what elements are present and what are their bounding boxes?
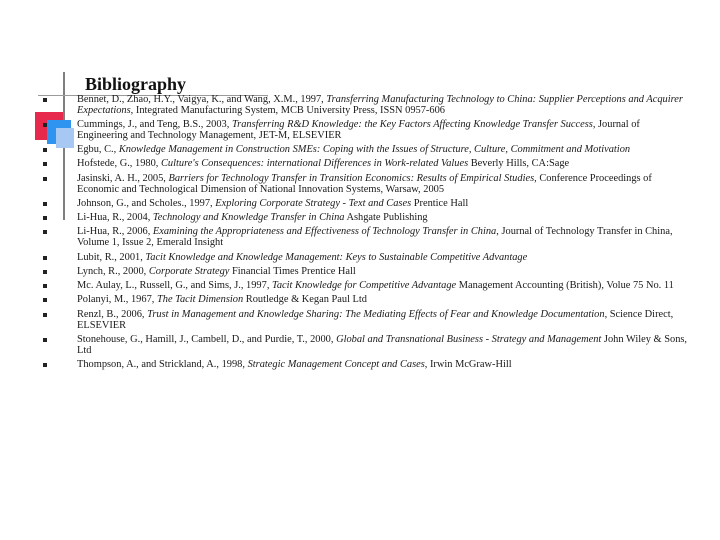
reference-source: , Science Direct, ELSEVIER	[77, 308, 674, 331]
reference-authors: Li-Hua, R., 2004,	[77, 212, 153, 224]
reference-item	[40, 174, 690, 196]
square-bullet-icon	[43, 270, 47, 274]
reference-title: Culture's Consequences: international Differences in Work-related Values	[160, 158, 469, 170]
reference-item	[40, 295, 690, 306]
reference-authors: Thompson, A., and Strickland, A., 1998,	[77, 358, 248, 370]
reference-item	[40, 360, 690, 371]
reference-item	[40, 227, 690, 249]
reference-item	[40, 199, 690, 210]
reference-authors: Lubit, R., 2001,	[77, 251, 146, 263]
reference-source: Prentice Hall	[411, 197, 469, 209]
reference-authors: Lynch, R., 2000,	[77, 265, 149, 277]
reference-authors: Hofstede, G., 1980,	[77, 158, 161, 170]
reference-item	[40, 267, 690, 278]
reference-source: , Journal of Technology Transfer in China, Volume 1, Issue 2, Emerald Insight	[77, 226, 673, 249]
reference-source: Ashgate Publishing	[344, 212, 428, 224]
reference-item	[40, 159, 690, 170]
reference-title: Examining the Appropriateness and Effectiveness of Technology Transfer in China	[152, 226, 497, 238]
reference-authors: Cummings, J., and Teng, B.S., 2003,	[77, 119, 232, 131]
square-bullet-icon	[43, 162, 47, 166]
reference-source: Routledge & Kegan Paul Ltd	[243, 294, 367, 306]
square-bullet-icon	[43, 256, 47, 260]
square-bullet-icon	[43, 298, 47, 302]
reference-title: Tacit Knowledge and Knowledge Management: Keys to Sustainable Competitive Advantage	[145, 251, 528, 263]
reference-source: , Integrated Manufacturing System, MCB University Press, ISSN 0957-606	[130, 104, 445, 116]
reference-item	[40, 145, 690, 156]
reference-source: Financial Times Prentice Hall	[229, 265, 356, 277]
reference-source: , Journal of Engineering and Technology Management, JET-M, ELSEVIER	[77, 119, 640, 141]
reference-title: Transferring R&D Knowledge: the Key Factors Affecting Knowledge Transfer Success	[231, 119, 593, 131]
reference-authors: Li-Hua, R., 2006,	[77, 226, 153, 238]
square-bullet-icon	[43, 363, 47, 367]
bibliography-list	[40, 95, 690, 374]
reference-title: Barriers for Technology Transfer in Transition Economics: Results of Empirical Studies,	[168, 172, 537, 184]
reference-title: Trust in Management and Knowledge Sharing: The Mediating Effects of Fear and Knowledge Documentation	[147, 308, 605, 320]
reference-title: The Tacit Dimension	[156, 294, 244, 306]
slide-title: Bibliography	[85, 74, 187, 94]
square-bullet-icon	[43, 338, 47, 342]
square-bullet-icon	[43, 148, 47, 152]
reference-title: Corporate Strategy	[148, 265, 230, 277]
reference-source: John Wiley & Sons, Ltd	[77, 333, 688, 356]
reference-item	[40, 310, 690, 332]
reference-item	[40, 120, 690, 142]
square-bullet-icon	[43, 216, 47, 220]
square-bullet-icon	[43, 230, 47, 234]
reference-title: Global and Transnational Business - Strategy and Management	[336, 333, 602, 345]
reference-title: Technology and Knowledge Transfer in China	[152, 212, 345, 224]
reference-title: Exploring Corporate Strategy - Text and Cases	[215, 197, 412, 209]
reference-title: Transferring Manufacturing Technology to China: Supplier Perceptions and Acquirer Expectations	[77, 94, 683, 116]
reference-title: Strategic Management Concept and Cases	[247, 358, 425, 370]
square-bullet-icon	[43, 202, 47, 206]
reference-title: Tacit Knowledge for Competitive Advantage	[272, 280, 457, 292]
reference-authors: Egbu, C.,	[77, 144, 119, 156]
reference-title: Knowledge Management in Construction SMEs: Coping with the Issues of Structure, Culture, Commitment and Motivation	[118, 144, 631, 156]
reference-source: Management Accounting (British), Volue 75 No. 11	[456, 280, 674, 292]
reference-source: Conference Proceedings of Economic and Technological Dimension of National Innovation Systems, Warsaw, 2005	[77, 172, 652, 195]
reference-item	[40, 213, 690, 224]
square-bullet-icon	[43, 313, 47, 317]
reference-authors: Renzl, B., 2006,	[77, 308, 148, 320]
square-bullet-icon	[43, 177, 47, 181]
reference-authors: Bennet, D., Zhao, H.Y., Vaigya, K., and Wang, X.M., 1997,	[77, 94, 327, 105]
reference-authors: Stonehouse, G., Hamill, J., Cambell, D., and Purdie, T., 2000,	[77, 333, 337, 345]
reference-item	[40, 281, 690, 292]
reference-item	[40, 253, 690, 264]
reference-item	[40, 95, 690, 117]
reference-authors: Jasinski, A. H., 2005,	[77, 172, 169, 184]
reference-authors: Mc. Aulay, L., Russell, G., and Sims, J., 1997,	[77, 280, 273, 292]
square-bullet-icon	[43, 284, 47, 288]
reference-authors: Polanyi, M., 1967,	[77, 294, 157, 306]
reference-item	[40, 335, 690, 357]
square-bullet-icon	[43, 123, 47, 127]
reference-authors: Johnson, G., and Scholes., 1997,	[77, 197, 216, 209]
square-bullet-icon	[43, 98, 47, 102]
reference-source: , Irwin McGraw-Hill	[424, 358, 512, 370]
reference-source: Beverly Hills, CA:Sage	[468, 158, 570, 170]
